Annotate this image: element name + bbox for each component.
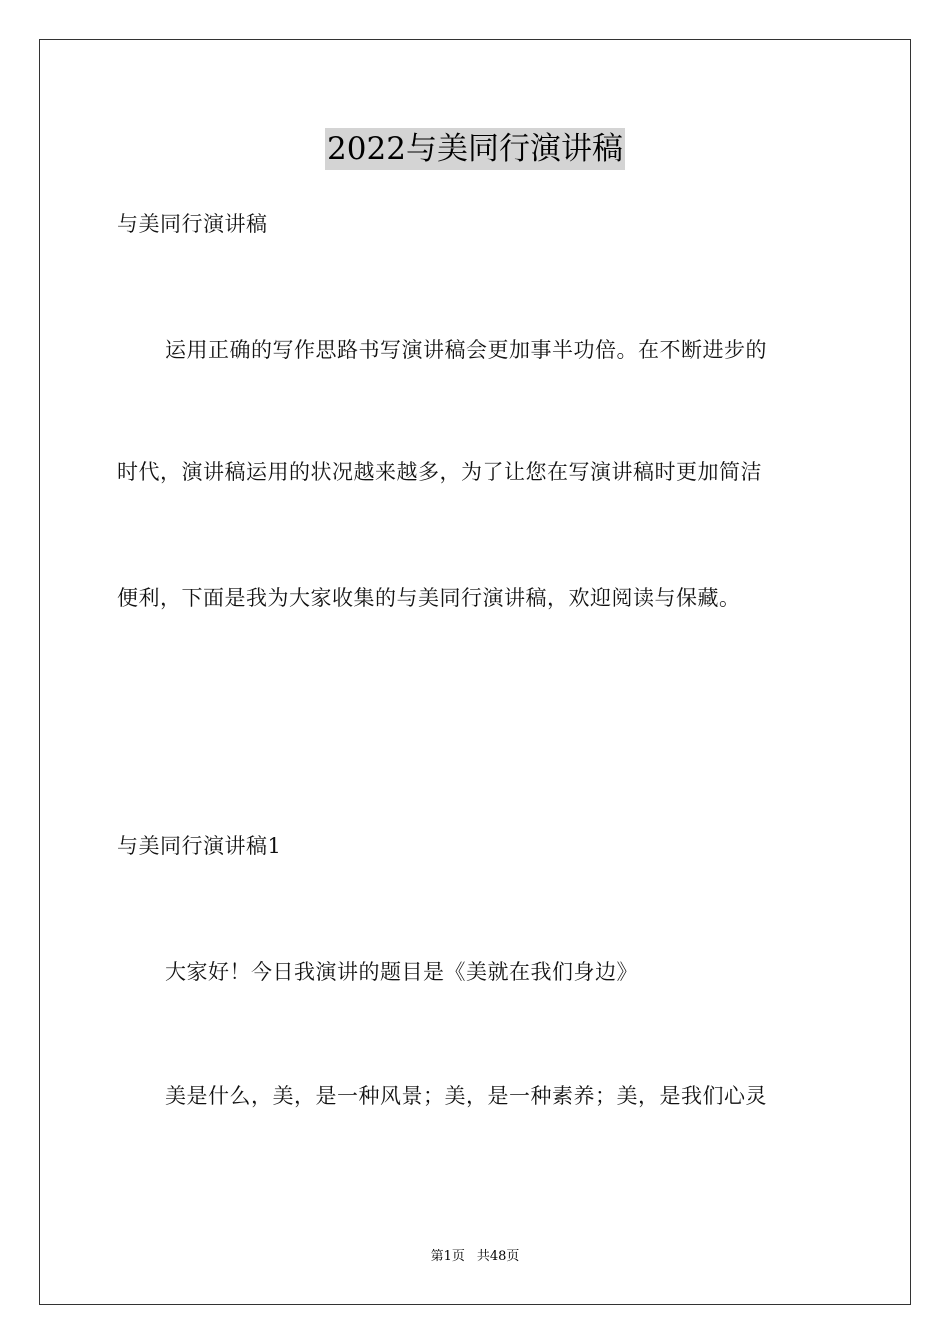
total-pages: 共48页 bbox=[476, 1249, 520, 1264]
intro-paragraph-line-2: 时代，演讲稿运用的状况越来越多，为了让您在写演讲稿时更加简洁 bbox=[117, 460, 762, 484]
title-container bbox=[0, 128, 950, 170]
section-line-2: 美是什么，美，是一种风景；美，是一种素养；美，是我们心灵 bbox=[165, 1084, 767, 1108]
document-subtitle: 与美同行演讲稿 bbox=[117, 212, 268, 236]
intro-paragraph-line-1: 运用正确的写作思路书写演讲稿会更加事半功倍。在不断进步的 bbox=[165, 338, 767, 362]
document-title: 2022与美同行演讲稿 bbox=[325, 128, 625, 170]
section-line-1: 大家好！今日我演讲的题目是《美就在我们身边》 bbox=[165, 960, 638, 984]
page-footer bbox=[0, 1248, 950, 1266]
page-number: 第1页 bbox=[430, 1249, 465, 1264]
section-heading: 与美同行演讲稿1 bbox=[117, 834, 282, 858]
intro-paragraph-line-3: 便利，下面是我为大家收集的与美同行演讲稿，欢迎阅读与保藏。 bbox=[117, 586, 741, 610]
